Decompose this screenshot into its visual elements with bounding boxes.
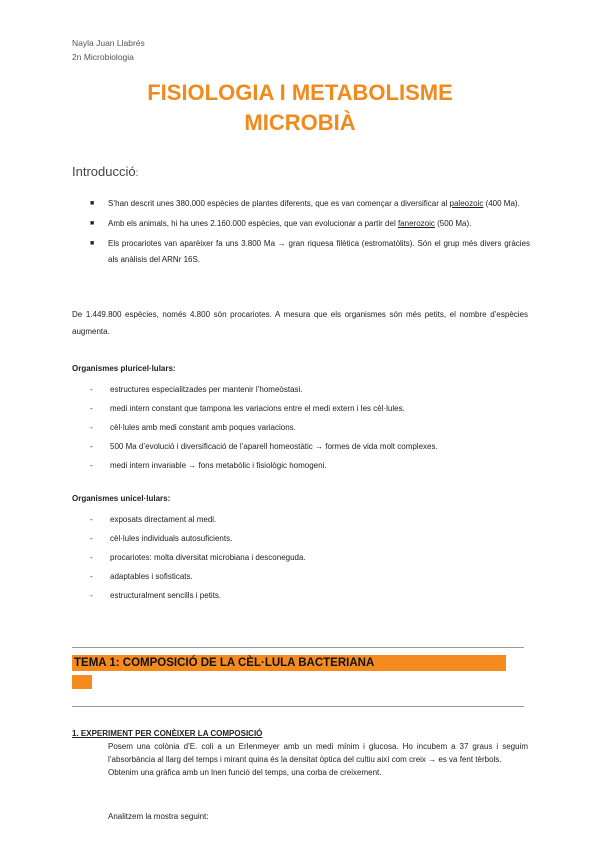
title-line-1: FISIOLOGIA I METABOLISME — [147, 80, 453, 105]
analitzem-line: Analitzem la mostra seguint: — [108, 812, 209, 821]
unicellular-list — [90, 510, 530, 605]
list-item: - estructuralment sencills i petits. — [90, 586, 530, 605]
bullet-item — [90, 196, 530, 212]
fanerozoic-link[interactable]: fanerozoic — [397, 219, 435, 228]
title-line-2: MICROBIÀ — [244, 110, 356, 135]
experiment-title: 1. EXPERIMENT PER CONÈIXER LA COMPOSICIÓ — [72, 729, 263, 738]
bullet-text: Els procariotes van aparèixer fa uns 3.800 Ma → gran riquesa filètica (estromatòlits). Són el grup més divers gràcies als anàlisis del ARNr 16S. — [108, 239, 530, 264]
intro-heading — [72, 164, 138, 179]
list-item: - procariotes: molta diversitat microbiana i desconeguda. — [90, 548, 530, 567]
pluricellular-heading: Organismes pluricel·lulars: — [72, 364, 176, 373]
bullet-item — [90, 216, 530, 232]
section-divider-top — [72, 647, 524, 648]
species-paragraph: De 1.449.800 espècies, només 4.800 són procariotes. A mesura que els organismes són més petits, el nombre d’espècies augmenta. — [72, 310, 528, 336]
bullet-text: S’han descrit unes 380.000 espècies de plantes diferents, que es van començar a diversificar al — [108, 199, 450, 208]
list-item: - cèl·lules individuals autosuficients. — [90, 529, 530, 548]
experiment-paragraph-2: Obtenim una gràfica amb un lnen funció del temps, una corba de creixement. — [108, 768, 382, 777]
list-item: - cèl·lules amb medi constant amb poques variacions. — [90, 418, 530, 437]
list-item: - estructures especialitzades per mantenir l’homeòstasi. — [90, 380, 530, 399]
bullet-text-end: (400 Ma). — [483, 199, 520, 208]
course-name: 2n Microbiologia — [72, 52, 134, 62]
list-item: - adaptables i sofisticats. — [90, 567, 530, 586]
paleozoic-link[interactable]: paleozoic — [449, 199, 484, 208]
intro-bullet-list — [90, 196, 530, 272]
author-header — [72, 36, 145, 64]
intro-label: Introducció — [72, 164, 136, 179]
document-title — [60, 78, 540, 138]
intro-colon: : — [135, 168, 139, 179]
bullet-item — [90, 236, 530, 268]
bullet-text: Amb els animals, hi ha unes 2.160.000 espècies, que van evolucionar a partir del — [108, 219, 398, 228]
experiment-body — [108, 740, 528, 779]
section-divider-bottom — [72, 706, 524, 707]
unicellular-heading: Organismes unicel·lulars: — [72, 494, 171, 503]
list-item: - exposats directament al medi. — [90, 510, 530, 529]
tema-highlight-block — [72, 675, 92, 689]
pluricellular-list — [90, 380, 530, 475]
list-item: - medi intern constant que tampona les variacions entre el medi extern i les cèl·lules. — [90, 399, 530, 418]
bullet-text-end: (500 Ma). — [434, 219, 472, 228]
list-item: - medi intern invariable → fons metabòlic i fisiològic homogeni. — [90, 456, 530, 475]
list-item: - 500 Ma d’evolució i diversificació de l’aparell homeostàtic → formes de vida molt complexes. — [90, 437, 530, 456]
tema-title: TEMA 1: COMPOSICIÓ DE LA CÈL·LULA BACTERIANA — [74, 657, 375, 669]
experiment-paragraph-1: Posem una colònia d’E. coli a un Erlenmeyer amb un medi mínim i glucosa. Ho incubem a 37 graus i seguim l’absorbància al llarg del temps i mirant quina és la densitat òptica del cultiu així com creix → es va fent tèrbols. — [108, 742, 528, 764]
author-name: Nayla Juan Llabrés — [72, 38, 145, 48]
